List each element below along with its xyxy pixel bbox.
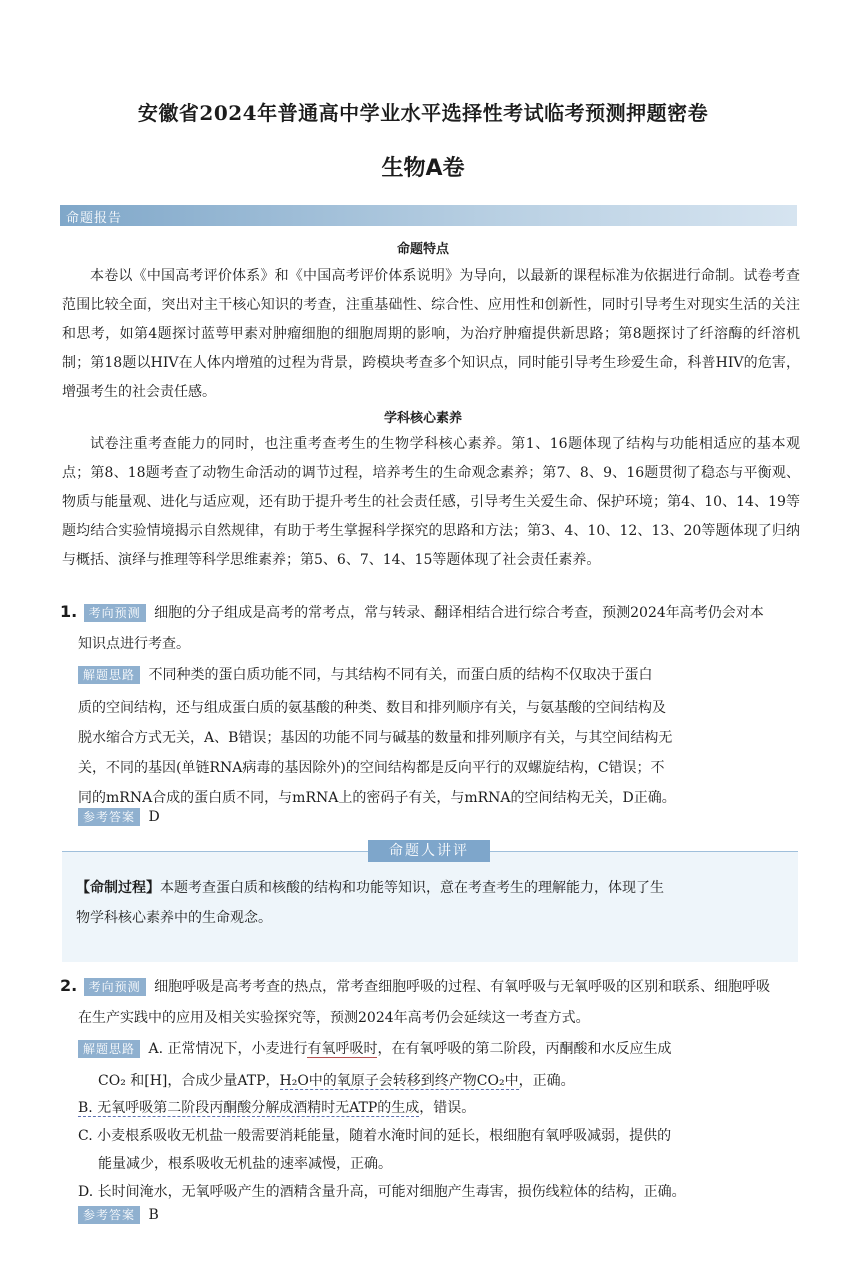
forecast-line: 细胞的分子组成是高考的常考点，常与转录、翻译相结合进行综合考查，预测2024年高考仍会对本 [154, 605, 764, 621]
commentary-label: 【命制过程】 [76, 880, 160, 896]
question-number: 2. [60, 976, 78, 995]
features-heading: 命题特点 [396, 242, 449, 257]
answer-value: D [148, 809, 160, 825]
option-a-text: A. 正常情况下，小麦进行 [148, 1041, 308, 1057]
commentary-line: 本题考查蛋白质和核酸的结构和功能等知识，意在考查考生的理解能力，体现了生 [160, 880, 664, 896]
forecast-tag: 考向预测 [84, 978, 146, 996]
option-c-text: C. 小麦根系吸收无机盐一般需要消耗能量，随着水淹时间的延长，根细胞有氧呼吸减弱，提供的 [78, 1128, 672, 1144]
option-a-text: ，正确。 [518, 1073, 575, 1089]
analysis-line: 质的空间结构，还与组成蛋白质的氨基酸的种类、数目和排列顺序有关，与氨基酸的空间结构及 [78, 700, 666, 716]
forecast-line: 在生产实践中的应用及相关实验探究等，预测2024年高考仍会延续这一考查方式。 [78, 1010, 590, 1026]
question-number: 1. [60, 602, 78, 621]
analysis-tag: 解题思路 [78, 1040, 140, 1058]
answer-tag: 参考答案 [78, 808, 140, 826]
section-band [60, 205, 797, 226]
answer-tag: 参考答案 [78, 1206, 140, 1224]
answer-value: B [148, 1207, 159, 1223]
forecast-line: 细胞呼吸是高考考查的热点，常考查细胞呼吸的过程、有氧呼吸与无氧呼吸的区别和联系、细胞呼吸 [154, 979, 771, 995]
underlined-phrase: H₂O中的氧原子会转移到终产物CO₂中 [279, 1073, 519, 1089]
page-title: 安徽省2024年普通高中学业水平选择性考试临考预测押题密卷 [137, 101, 709, 125]
commentary-banner: 命题人讲评 [368, 840, 490, 862]
underlined-phrase: B. 无氧呼吸第二阶段丙酮酸分解成酒精时无ATP的生成 [78, 1100, 420, 1116]
option-a-text: ，在有氧呼吸的第二阶段，丙酮酸和水反应生成 [377, 1041, 672, 1057]
features-text: 本卷以《中国高考评价体系》和《中国高考评价体系说明》为导向，以最新的课程标准为依据进行命制。试卷考查范围比较全面，突出对主干核心知识的考查，注重基础性、综合性、应用性和创新性，同时引导考生对现实生活的关注和思考，如第4题探讨蓝萼甲素对肿瘤细胞的细胞周期的影响，为治疗肿瘤提供新思路；第8题探讨了纤溶酶的纤溶机制；第18题以HIV在人体内增殖的过程为背景，跨模块考查多个知识点，同时能引导考生珍爱生命，科普HIV的危害，增强考生的社会责任感。 [62, 268, 800, 400]
analysis-line: 不同种类的蛋白质功能不同，与其结构不同有关，而蛋白质的结构不仅取决于蛋白 [148, 667, 653, 683]
section-band-label: 命题报告 [66, 211, 123, 226]
analysis-line: 脱水缩合方式无关，A、B错误；基因的功能不同与碱基的数量和排列顺序有关，与其空间结构无 [78, 730, 673, 746]
commentary-text [76, 873, 776, 903]
analysis-line: 关，不同的基因(单链RNA病毒的基因除外)的空间结构都是反向平行的双螺旋结构，C错误；不 [78, 760, 665, 776]
commentary-line: 物学科核心素养中的生命观念。 [76, 910, 272, 926]
literacy-text: 试卷注重考查能力的同时，也注重考查考生的生物学科核心素养。第1、16题体现了结构与功能相适应的基本观点；第8、18题考查了动物生命活动的调节过程，培养考生的生命观念素养；第7、8、9、16题贯彻了稳态与平衡观、物质与能量观、进化与适应观，还有助于提升考生的社会责任感，引导考生关爱生命、保护环境；第4、10、14、19等题均结合实验情境揭示自然规律，有助于考生掌握科学探究的思路和方法；第3、4、10、12、13、20等题体现了归纳与概括、演绎与推理等科学思维素养；第5、6、7、14、15等题体现了社会责任素养。 [62, 436, 800, 568]
paper-subject: 生物A卷 [381, 156, 465, 181]
forecast-tag: 考向预测 [84, 604, 146, 622]
option-c-text: 能量减少，根系吸收无机盐的速率减慢，正确。 [98, 1156, 392, 1172]
analysis-line: 同的mRNA合成的蛋白质不同，与mRNA上的密码子有关，与mRNA的空间结构无关，D正确。 [78, 790, 676, 806]
forecast-line: 知识点进行考查。 [78, 636, 190, 652]
analysis-tag: 解题思路 [78, 666, 140, 684]
underlined-phrase: 有氧呼吸时 [307, 1041, 378, 1057]
option-d-text: D. 长时间淹水，无氧呼吸产生的酒精含量升高，可能对细胞产生毒害，损伤线粒体的结构，正确。 [78, 1184, 686, 1200]
literacy-heading: 学科核心素养 [383, 411, 462, 426]
option-b-text: ，错误。 [419, 1100, 476, 1116]
option-a-text: CO₂ 和[H]，合成少量ATP， [98, 1073, 280, 1089]
